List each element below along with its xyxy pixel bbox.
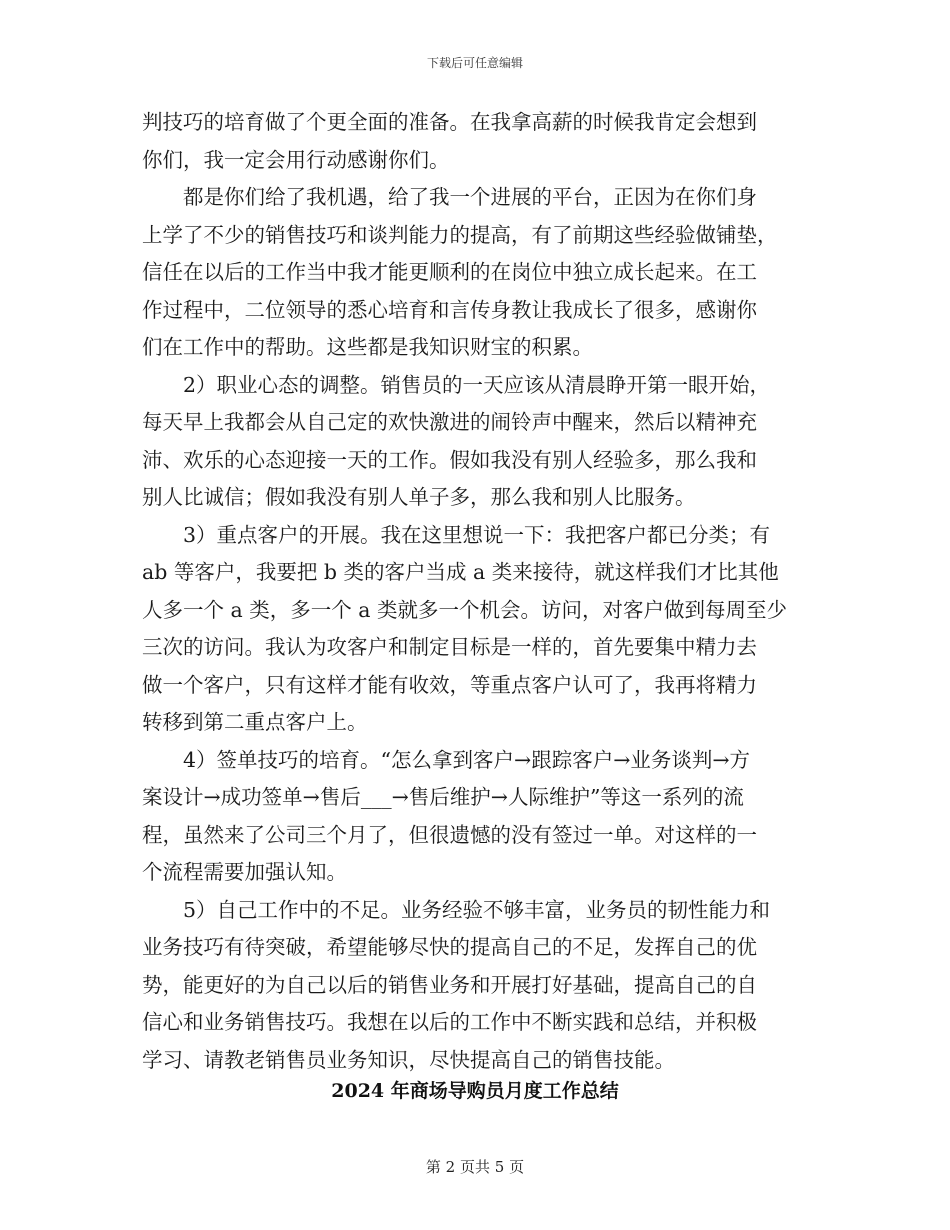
text-line: 转移到第二重点客户上。	[142, 710, 368, 734]
text-line: 作过程中，二位领导的悉心培育和言传身教让我成长了很多，感谢你	[142, 297, 757, 322]
text-line: 判技巧的培育做了个更全面的准备。在我拿高薪的时候我肯定会想到	[142, 110, 757, 134]
page-footer: 第 2 页共 5 页	[425, 1158, 525, 1176]
text-line: 都是你们给了我机遇，给了我一个进展的平台，正因为在你们身	[183, 185, 757, 209]
text-line: 4）签单技巧的培育。“怎么拿到客户→跟踪客户→业务谈判→方	[183, 747, 751, 772]
text-line: 做一个客户，只有这样才能有收效，等重点客户认可了，我再将精力	[142, 672, 757, 697]
text-line: 三次的访问。我认为攻客户和制定目标是一样的，首先要集中精力去	[142, 635, 757, 659]
text-line: 3）重点客户的开展。我在这里想说一下：我把客户都已分类；有	[183, 522, 771, 547]
text-line: 每天早上我都会从自己定的欢快激进的闹铃声中醒来，然后以精神充	[142, 410, 757, 434]
text-line: 沛、欢乐的心态迎接一天的工作。假如我没有别人经验多，那么我和	[142, 447, 757, 472]
text-line: 个流程需要加强认知。	[142, 860, 347, 884]
text-line: 2）职业心态的调整。销售员的一天应该从清晨睁开第一眼开始，	[183, 372, 771, 397]
text-line: 5）自己工作中的不足。业务经验不够丰富，业务员的韧性能力和	[183, 897, 771, 922]
text-line: 学习、请教老销售员业务知识，尽快提高自己的销售技能。	[142, 1047, 675, 1072]
page-header: 下载后可任意编辑	[426, 56, 523, 70]
text-line: 案设计→成功签单→售后___→售后维护→人际维护”等这一系列的流	[142, 785, 744, 809]
text-line: 上学了不少的销售技巧和谈判能力的提高，有了前期这些经验做铺垫，	[142, 222, 778, 247]
text-line: 别人比诚信；假如我没有别人单子多，那么我和别人比服务。	[142, 485, 696, 509]
document-body	[142, 104, 807, 1079]
text-line: 信心和业务销售技巧。我想在以后的工作中不断实践和总结，并积极	[142, 1010, 757, 1034]
section-title: 2024 年商场导购员月度工作总结	[331, 1080, 619, 1102]
text-line: 程，虽然来了公司三个月了，但很遗憾的没有签过一单。对这样的一	[142, 822, 757, 847]
text-line: 信任在以后的工作当中我才能更顺利的在岗位中独立成长起来。在工	[142, 260, 757, 284]
text-line: 你们，我一定会用行动感谢你们。	[142, 147, 450, 172]
text-line: 人多一个 a 类，多一个 a 类就多一个机会。访问，对客户做到每周至少	[142, 597, 788, 622]
text-line: ab 等客户，我要把 b 类的客户当成 a 类来接待，就这样我们才比其他	[142, 560, 779, 584]
text-line: 业务技巧有待突破，希望能够尽快的提高自己的不足，发挥自己的优	[142, 935, 757, 959]
text-line: 势，能更好的为自己以后的销售业务和开展打好基础，提高自己的自	[142, 972, 757, 997]
text-line: 们在工作中的帮助。这些都是我知识财宝的积累。	[142, 335, 593, 359]
